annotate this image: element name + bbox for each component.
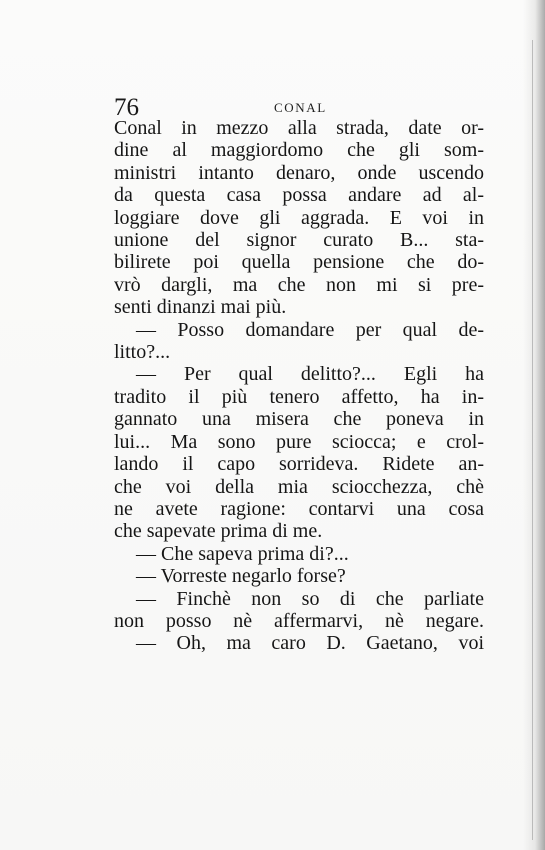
running-title: CONAL bbox=[274, 100, 327, 115]
text-line: non posso nè affermarvi, nè negare. bbox=[114, 609, 484, 632]
text-line: Conal in mezzo alla strada, date or- bbox=[114, 117, 484, 139]
text-line: ne avete ragione: contarvi una cosa bbox=[114, 497, 484, 520]
text-line: loggiare dove gli aggrada. E voi in bbox=[114, 206, 484, 229]
text-line: litto?... bbox=[114, 341, 171, 364]
text-line: — Vorreste negarlo forse? bbox=[136, 565, 346, 588]
text-line: — Oh, ma caro D. Gaetano, voi bbox=[136, 632, 484, 655]
body-text bbox=[114, 117, 484, 655]
text-line: bilirete poi quella pensione che do- bbox=[114, 251, 484, 274]
text-line: vrò dargli, ma che non mi si pre- bbox=[114, 273, 484, 296]
text-line: senti dinanzi mai più. bbox=[114, 296, 287, 319]
text-line: — Finchè non so di che parliate bbox=[136, 587, 484, 610]
text-line: — Che sapeva prima di?... bbox=[136, 542, 349, 565]
page-number: 76 bbox=[114, 94, 139, 121]
text-line: ministri intanto denaro, onde uscendo bbox=[114, 161, 484, 184]
text-line: — Per qual delitto?... Egli ha bbox=[136, 363, 484, 386]
text-line: tradito il più tenero affetto, ha in- bbox=[114, 385, 484, 408]
text-line: da questa casa possa andare ad al- bbox=[114, 184, 484, 207]
text-line: che voi della mia sciocchezza, chè bbox=[114, 475, 484, 498]
page-edge-rule bbox=[532, 40, 533, 840]
page-edge-shadow bbox=[523, 0, 545, 850]
text-line: lui... Ma sono pure sciocca; e crol- bbox=[114, 430, 484, 453]
text-line: unione del signor curato B... sta- bbox=[114, 229, 484, 252]
text-line: dine al maggiordomo che gli som- bbox=[114, 139, 484, 162]
text-line: — Posso domandare per qual de- bbox=[136, 318, 484, 341]
text-line: gannato una misera che poneva in bbox=[114, 408, 484, 431]
text-line: che sapevate prima di me. bbox=[114, 520, 323, 543]
text-line: lando il capo sorrideva. Ridete an- bbox=[114, 453, 484, 476]
